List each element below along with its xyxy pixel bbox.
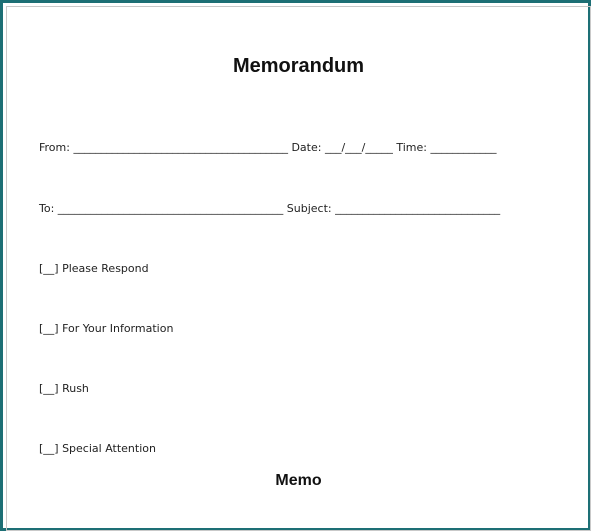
- checkbox-label: [__] Rush: [39, 382, 89, 395]
- checkbox-please-respond: [39, 262, 149, 275]
- checkbox-label: [__] Please Respond: [39, 262, 149, 275]
- checkbox-rush: [39, 382, 89, 395]
- to-subject-line: [39, 202, 500, 215]
- checkbox-label: [__] Special Attention: [39, 442, 156, 455]
- checkbox-label: [__] For Your Information: [39, 322, 174, 335]
- checkbox-for-your-information: [39, 322, 173, 335]
- to-subject-text: To: _________________________________________ Subject: ______________________________: [39, 202, 501, 215]
- from-date-time-line: [39, 141, 496, 154]
- document-title: Memorandum: [232, 55, 365, 77]
- from-date-time-text: From: _______________________________________ Date: ___/___/_____ Time: ____________: [39, 141, 497, 154]
- checkbox-special-attention: [39, 442, 156, 455]
- footer-caption: Memo: [275, 472, 322, 489]
